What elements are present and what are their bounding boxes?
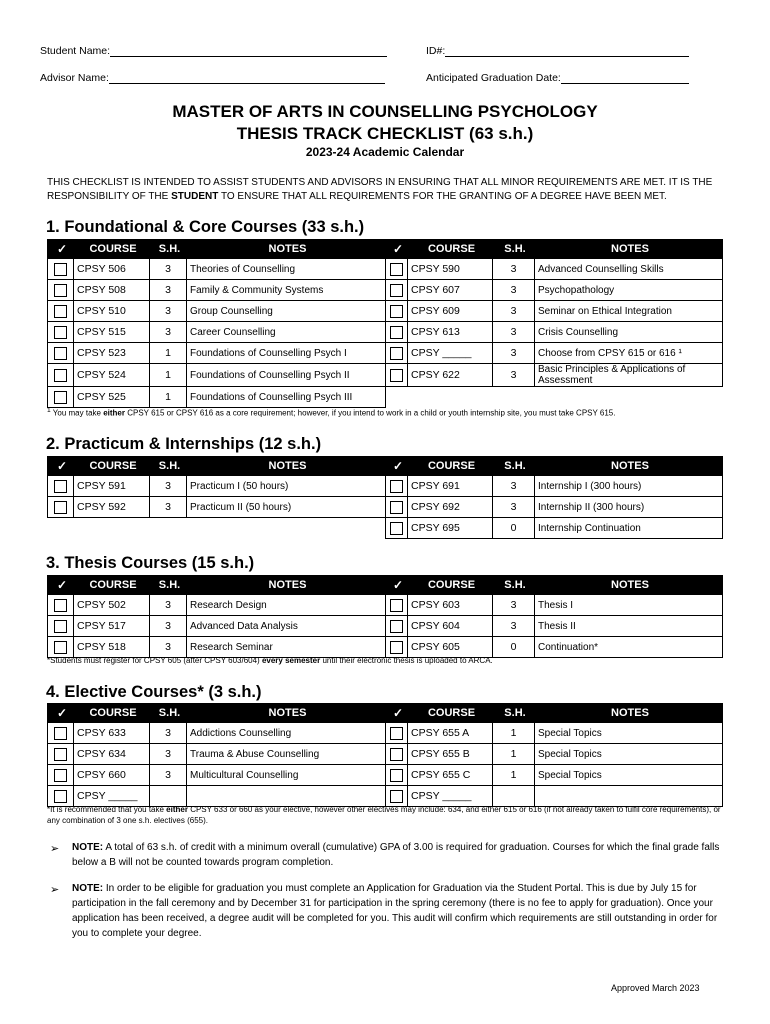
table-row [48, 259, 723, 280]
semester-hours: 1 [150, 387, 187, 408]
course-notes: Foundations of Counselling Psych II [187, 364, 386, 387]
advisor-name-label: Advisor Name: [40, 72, 109, 84]
semester-hours: 3 [150, 280, 187, 301]
completion-checkbox-cell[interactable] [386, 765, 408, 786]
course-notes: Practicum I (50 hours) [187, 476, 386, 497]
completion-checkbox[interactable] [390, 641, 403, 654]
completion-checkbox[interactable] [54, 347, 67, 360]
semester-hours: 1 [493, 723, 535, 744]
footnote-text: *Students must register for CPSY 605 (after CPSY 603/604) [47, 656, 262, 665]
footnote-text: until their electronic thesis is uploaded to ARCA. [320, 656, 493, 665]
table-header-row [48, 704, 723, 723]
table-row [48, 765, 723, 786]
semester-hours: 3 [493, 322, 535, 343]
course-notes: Advanced Data Analysis [187, 616, 386, 637]
advisor-name-blank[interactable] [109, 72, 385, 84]
completion-checkbox[interactable] [390, 769, 403, 782]
semester-hours: 3 [150, 637, 187, 658]
completion-checkbox[interactable] [54, 391, 67, 404]
student-name-label: Student Name: [40, 45, 111, 57]
id-label: ID#: [426, 45, 446, 57]
course-notes: Addictions Counselling [187, 723, 386, 744]
completion-checkbox[interactable] [390, 501, 403, 514]
course-notes: Practicum II (50 hours) [187, 497, 386, 518]
course-notes: Crisis Counselling [535, 322, 723, 343]
completion-checkbox[interactable] [54, 263, 67, 276]
course-code: CPSY 607 [408, 280, 493, 301]
course-checklist-table [47, 239, 723, 408]
completion-checkbox[interactable] [54, 305, 67, 318]
check-column-header: ✓ [48, 704, 74, 723]
course-notes: Foundations of Counselling Psych III [187, 387, 386, 408]
course-code: CPSY _____ [408, 343, 493, 364]
course-code: CPSY 605 [408, 637, 493, 658]
semester-hours: 3 [493, 259, 535, 280]
course-notes: Advanced Counselling Skills [535, 259, 723, 280]
semester-hours: 3 [493, 364, 535, 387]
course-notes: Seminar on Ethical Integration [535, 301, 723, 322]
course-notes: Continuation* [535, 637, 723, 658]
table-row [48, 387, 723, 408]
semester-hours: 3 [493, 616, 535, 637]
completion-checkbox[interactable] [54, 620, 67, 633]
course-code: CPSY 655 A [408, 723, 493, 744]
semester-hours: 3 [150, 497, 187, 518]
footnote-text: CPSY 633 or 660 as your elective, however other electives may include: 634, and either 615 or 616 (if not already taken to fulfil core requirements), or any combination of 3 one s.h. electives (655). [47, 805, 721, 825]
course-code: CPSY 622 [408, 364, 493, 387]
completion-checkbox-cell[interactable] [48, 744, 74, 765]
completion-checkbox-cell[interactable] [48, 301, 74, 322]
semester-hours: 3 [150, 616, 187, 637]
semester-hours: 1 [493, 744, 535, 765]
notes-column-header: NOTES [535, 240, 723, 259]
course-code: CPSY 609 [408, 301, 493, 322]
semester-hours: 3 [493, 343, 535, 364]
course-notes: Foundations of Counselling Psych I [187, 343, 386, 364]
sh-column-header: S.H. [493, 576, 535, 595]
course-code: CPSY 613 [408, 322, 493, 343]
graduation-note-1 [72, 840, 722, 870]
sh-column-header: S.H. [493, 240, 535, 259]
empty-cell [48, 518, 386, 539]
completion-checkbox-cell[interactable] [48, 387, 74, 408]
footnote-text: *It is recommended that you take [47, 805, 167, 814]
course-column-header: COURSE [408, 240, 493, 259]
semester-hours: 3 [150, 595, 187, 616]
footnote-emphasis: either [103, 408, 125, 418]
course-code: CPSY _____ [74, 786, 150, 807]
notes-column-header: NOTES [535, 704, 723, 723]
completion-checkbox-cell[interactable] [386, 637, 408, 658]
academic-year: 2023-24 Academic Calendar [305, 145, 465, 159]
course-code: CPSY 604 [408, 616, 493, 637]
completion-checkbox[interactable] [390, 263, 403, 276]
id-blank[interactable] [445, 45, 689, 57]
intro-text-2: TO ENSURE THAT ALL REQUIREMENTS FOR THE GRANTING OF A DEGREE HAVE BEEN MET. [218, 190, 667, 202]
id-field[interactable] [426, 45, 689, 57]
completion-checkbox[interactable] [390, 326, 403, 339]
course-code: CPSY 695 [408, 518, 493, 539]
completion-checkbox-cell[interactable] [386, 616, 408, 637]
graduation-note-2 [72, 881, 722, 941]
completion-checkbox-cell[interactable] [48, 343, 74, 364]
graduation-date-field[interactable] [426, 72, 689, 84]
footnote-text: You may take [50, 408, 104, 418]
sh-column-header: S.H. [150, 457, 187, 476]
bullet-arrow-icon: ➢ [50, 884, 60, 896]
notes-column-header: NOTES [187, 457, 386, 476]
semester-hours: 3 [150, 723, 187, 744]
course-notes: Theories of Counselling [187, 259, 386, 280]
sh-column-header: S.H. [493, 704, 535, 723]
completion-checkbox-cell[interactable] [386, 595, 408, 616]
course-notes: Trauma & Abuse Counselling [187, 744, 386, 765]
section-title: 3. Thesis Courses (15 s.h.) [46, 554, 255, 572]
completion-checkbox[interactable] [54, 480, 67, 493]
completion-checkbox-cell[interactable] [48, 280, 74, 301]
note-2-text: In order to be eligible for graduation you must complete an Application for Graduation via the Student Portal. This is due by July 15 for participation in the fall ceremony and by December 31 for participation in the spring ceremony (there is no fee to apply for graduation). Once your application has been received, a degree audit will be completed for you. This audit will confirm which requirements are still outstanding in order for you to complete your degree. [72, 883, 718, 939]
advisor-name-field[interactable] [40, 72, 385, 84]
completion-checkbox[interactable] [390, 790, 403, 803]
completion-checkbox[interactable] [390, 347, 403, 360]
completion-checkbox-cell[interactable] [386, 518, 408, 539]
course-column-header: COURSE [74, 576, 150, 595]
completion-checkbox-cell[interactable] [386, 744, 408, 765]
completion-checkbox[interactable] [54, 748, 67, 761]
semester-hours: 3 [150, 259, 187, 280]
section-footnote [47, 656, 493, 665]
notes-column-header: NOTES [187, 704, 386, 723]
footnote-emphasis: either [166, 805, 188, 814]
check-column-header: ✓ [48, 576, 74, 595]
semester-hours: 0 [493, 637, 535, 658]
footnote-text: CPSY 615 or CPSY 616 as a core requirement; however, if you intend to work in a child or youth internship site, you must take CPSY 615. [124, 408, 616, 418]
student-name-field[interactable] [40, 45, 387, 57]
course-code: CPSY 508 [74, 280, 150, 301]
course-notes: Multicultural Counselling [187, 765, 386, 786]
completion-checkbox-cell[interactable] [48, 476, 74, 497]
completion-checkbox-cell[interactable] [386, 364, 408, 387]
section-title: 1. Foundational & Core Courses (33 s.h.) [46, 218, 365, 236]
semester-hours: 3 [493, 595, 535, 616]
course-notes: Special Topics [535, 723, 723, 744]
intro-text-1: THIS CHECKLIST IS INTENDED TO ASSIST STUDENTS AND ADVISORS IN ENSURING THAT ALL MINOR REQUIREMENTS ARE MET. IT IS THE RESPONSIBILITY OF THE [47, 177, 713, 202]
section-title: 4. Elective Courses* (3 s.h.) [46, 683, 262, 701]
completion-checkbox[interactable] [390, 305, 403, 318]
completion-checkbox-cell[interactable] [48, 723, 74, 744]
course-code: CPSY 655 B [408, 744, 493, 765]
completion-checkbox-cell[interactable] [48, 497, 74, 518]
course-notes: Internship Continuation [535, 518, 723, 539]
completion-checkbox-cell[interactable] [48, 322, 74, 343]
course-code: CPSY 524 [74, 364, 150, 387]
course-notes: Special Topics [535, 765, 723, 786]
section-footnote [47, 407, 615, 418]
check-column-header: ✓ [48, 240, 74, 259]
table-header-row [48, 240, 723, 259]
completion-checkbox-cell[interactable] [48, 616, 74, 637]
student-name-blank[interactable] [110, 45, 387, 57]
completion-checkbox-cell[interactable] [386, 723, 408, 744]
semester-hours: 1 [150, 364, 187, 387]
course-code: CPSY 515 [74, 322, 150, 343]
course-code: CPSY 510 [74, 301, 150, 322]
footnote-marker: 1 [47, 407, 51, 414]
course-notes: Special Topics [535, 744, 723, 765]
course-code: CPSY 525 [74, 387, 150, 408]
course-code: CPSY 691 [408, 476, 493, 497]
section-footnote [47, 804, 727, 826]
completion-checkbox-cell[interactable] [386, 301, 408, 322]
course-notes: Thesis I [535, 595, 723, 616]
sh-column-header: S.H. [493, 457, 535, 476]
completion-checkbox-cell[interactable] [386, 322, 408, 343]
completion-checkbox-cell[interactable] [48, 595, 74, 616]
course-column-header: COURSE [408, 576, 493, 595]
completion-checkbox[interactable] [390, 480, 403, 493]
table-row [48, 364, 723, 387]
intro-paragraph [47, 176, 727, 203]
course-notes: Research Seminar [187, 637, 386, 658]
semester-hours: 3 [150, 322, 187, 343]
course-notes: Internship I (300 hours) [535, 476, 723, 497]
course-code: CPSY 502 [74, 595, 150, 616]
course-column-header: COURSE [74, 457, 150, 476]
notes-column-header: NOTES [535, 457, 723, 476]
course-checklist-table [47, 703, 723, 807]
course-checklist-table [47, 575, 723, 658]
note-1-label: NOTE: [72, 842, 104, 853]
completion-checkbox-cell[interactable] [386, 343, 408, 364]
semester-hours: 3 [493, 476, 535, 497]
completion-checkbox-cell[interactable] [386, 259, 408, 280]
completion-checkbox-cell[interactable] [48, 259, 74, 280]
semester-hours: 1 [493, 765, 535, 786]
course-code: CPSY 517 [74, 616, 150, 637]
semester-hours: 3 [493, 280, 535, 301]
footnote-emphasis: every semester [261, 656, 321, 665]
table-row [48, 595, 723, 616]
document-title: MASTER OF ARTS IN COUNSELLING PSYCHOLOGY [172, 102, 598, 121]
table-header-row [48, 576, 723, 595]
completion-checkbox[interactable] [54, 369, 67, 382]
table-row [48, 744, 723, 765]
bullet-arrow-icon: ➢ [50, 843, 60, 855]
approval-date: Approved March 2023 [611, 983, 700, 993]
course-code: CPSY 660 [74, 765, 150, 786]
course-code: CPSY 634 [74, 744, 150, 765]
course-column-header: COURSE [408, 457, 493, 476]
notes-column-header: NOTES [187, 576, 386, 595]
course-checklist-table [47, 456, 723, 539]
course-notes: Internship II (300 hours) [535, 497, 723, 518]
completion-checkbox[interactable] [390, 369, 403, 382]
completion-checkbox[interactable] [54, 790, 67, 803]
check-column-header: ✓ [48, 457, 74, 476]
table-row [48, 518, 723, 539]
completion-checkbox-cell[interactable] [386, 497, 408, 518]
table-row [48, 322, 723, 343]
completion-checkbox[interactable] [390, 748, 403, 761]
check-column-header: ✓ [386, 704, 408, 723]
table-row [48, 723, 723, 744]
table-row [48, 476, 723, 497]
semester-hours: 3 [150, 301, 187, 322]
notes-column-header: NOTES [187, 240, 386, 259]
completion-checkbox[interactable] [54, 284, 67, 297]
semester-hours: 3 [150, 744, 187, 765]
table-row [48, 343, 723, 364]
sh-column-header: S.H. [150, 704, 187, 723]
semester-hours: 1 [150, 343, 187, 364]
completion-checkbox[interactable] [54, 641, 67, 654]
check-column-header: ✓ [386, 576, 408, 595]
semester-hours: 3 [150, 476, 187, 497]
completion-checkbox[interactable] [54, 326, 67, 339]
completion-checkbox-cell[interactable] [48, 765, 74, 786]
completion-checkbox-cell[interactable] [386, 476, 408, 497]
course-column-header: COURSE [74, 704, 150, 723]
course-code: CPSY 603 [408, 595, 493, 616]
course-column-header: COURSE [74, 240, 150, 259]
note-2-label: NOTE: [72, 883, 104, 894]
completion-checkbox[interactable] [390, 522, 403, 535]
semester-hours: 0 [493, 518, 535, 539]
course-code: CPSY 523 [74, 343, 150, 364]
completion-checkbox-cell[interactable] [48, 637, 74, 658]
completion-checkbox-cell[interactable] [48, 364, 74, 387]
completion-checkbox[interactable] [390, 284, 403, 297]
semester-hours: 3 [150, 765, 187, 786]
check-column-header: ✓ [386, 240, 408, 259]
course-notes: Psychopathology [535, 280, 723, 301]
course-notes: Group Counselling [187, 301, 386, 322]
course-notes: Research Design [187, 595, 386, 616]
course-code: CPSY 518 [74, 637, 150, 658]
table-header-row [48, 457, 723, 476]
course-column-header: COURSE [408, 704, 493, 723]
course-code: CPSY 590 [408, 259, 493, 280]
graduation-date-blank[interactable] [561, 72, 689, 84]
completion-checkbox[interactable] [54, 599, 67, 612]
course-notes: Family & Community Systems [187, 280, 386, 301]
course-code: CPSY _____ [408, 786, 493, 807]
course-notes: Choose from CPSY 615 or 616 ¹ [535, 343, 723, 364]
intro-text-bold: STUDENT [171, 190, 219, 202]
table-row [48, 301, 723, 322]
table-row [48, 280, 723, 301]
completion-checkbox[interactable] [54, 501, 67, 514]
semester-hours: 3 [493, 497, 535, 518]
note-1-text: A total of 63 s.h. of credit with a minimum overall (cumulative) GPA of 3.00 is required for graduation. Courses for which the final grade falls below a B will not be counted towards program completion. [72, 842, 720, 868]
table-row [48, 637, 723, 658]
check-column-header: ✓ [386, 457, 408, 476]
completion-checkbox[interactable] [54, 769, 67, 782]
course-code: CPSY 592 [74, 497, 150, 518]
course-notes: Thesis II [535, 616, 723, 637]
section-title: 2. Practicum & Internships (12 s.h.) [46, 435, 322, 453]
document-subtitle: THESIS TRACK CHECKLIST (63 s.h.) [236, 124, 534, 143]
completion-checkbox[interactable] [390, 620, 403, 633]
completion-checkbox-cell[interactable] [386, 280, 408, 301]
empty-cell [386, 387, 723, 408]
notes-column-header: NOTES [535, 576, 723, 595]
course-code: CPSY 692 [408, 497, 493, 518]
course-notes: Career Counselling [187, 322, 386, 343]
course-code: CPSY 506 [74, 259, 150, 280]
table-row [48, 616, 723, 637]
completion-checkbox[interactable] [390, 727, 403, 740]
semester-hours: 3 [493, 301, 535, 322]
course-notes: Basic Principles & Applications of Assessment [535, 364, 723, 387]
sh-column-header: S.H. [150, 240, 187, 259]
sh-column-header: S.H. [150, 576, 187, 595]
course-code: CPSY 633 [74, 723, 150, 744]
table-row [48, 497, 723, 518]
completion-checkbox[interactable] [390, 599, 403, 612]
course-code: CPSY 655 C [408, 765, 493, 786]
graduation-date-label: Anticipated Graduation Date: [426, 72, 561, 84]
completion-checkbox[interactable] [54, 727, 67, 740]
course-code: CPSY 591 [74, 476, 150, 497]
